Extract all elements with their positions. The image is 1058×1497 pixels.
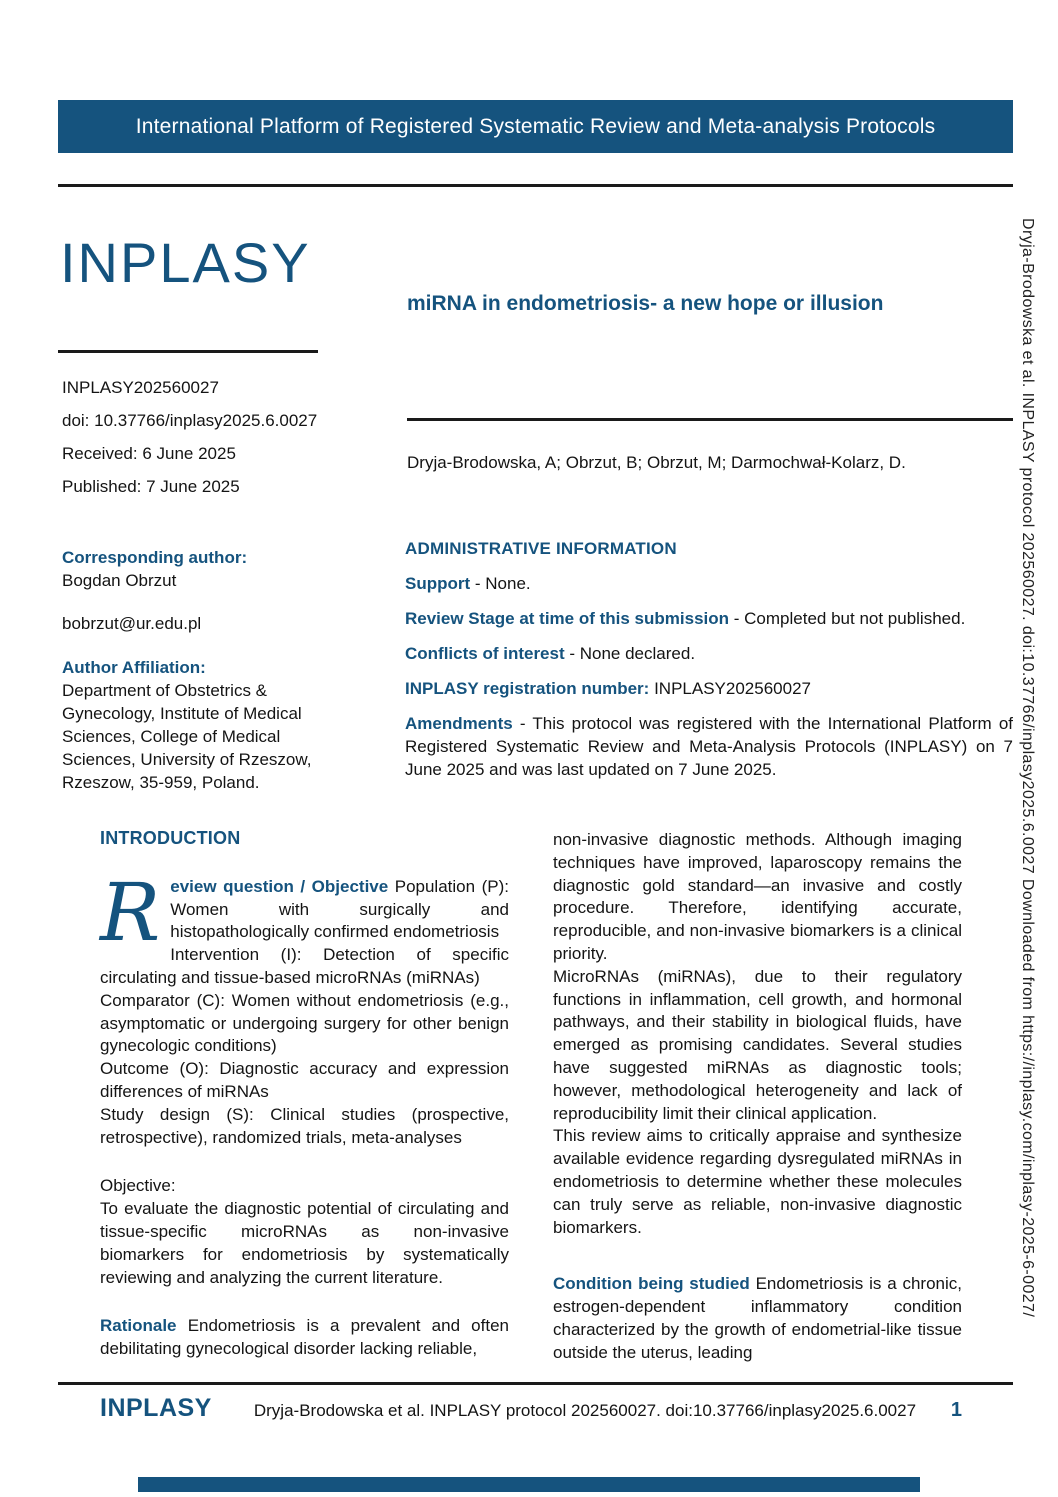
rationale-text: Endometriosis is a prevalent and often debilitating gynecological disorder lacking reliable, — [100, 1316, 509, 1359]
intro-right-paragraph-1: non-invasive diagnostic methods. Although imaging techniques have improved, laparoscopy remains the diagnostic gold standard—an invasive and costly procedure. Therefore, identifying accurate, reproducible, and non-invasive biomarkers is a clinical priority. — [553, 830, 962, 963]
intro-right-column — [553, 827, 962, 1365]
condition-paragraph — [553, 1273, 962, 1364]
pico-outcome: Outcome (O): Diagnostic accuracy and expression differences of miRNAs — [100, 1059, 509, 1101]
admin-item-registration-number-label: INPLASY registration number: — [405, 679, 650, 698]
corresponding-author-block — [62, 546, 358, 794]
registration-id: INPLASY202560027 — [62, 378, 219, 397]
footer-citation: Dryja-Brodowska et al. INPLASY protocol 202560027. doi:10.37766/inplasy2025.6.0027 — [253, 1401, 917, 1420]
admin-item-support-label: Support — [405, 574, 471, 593]
pico-study-design: Study design (S): Clinical studies (prospective, retrospective), randomized trials, meta-analyses — [100, 1104, 509, 1147]
corresponding-author-name: Bogdan Obrzut — [62, 571, 177, 590]
corresponding-author-heading: Corresponding author: — [62, 548, 248, 567]
admin-item-conflicts — [405, 642, 1013, 665]
received-line: Received: 6 June 2025 — [62, 444, 236, 463]
rationale-paragraph — [100, 1315, 509, 1361]
review-question-text: Population (P): Women with surgically and histopathologically confirmed endometriosis — [170, 876, 509, 942]
introduction-columns — [100, 827, 962, 1365]
affiliation-heading: Author Affiliation: — [62, 658, 206, 677]
intro-right-paragraph-2: MicroRNAs (miRNAs), due to their regulatory functions in inflammation, cell growth, and hormonal pathways, and their stability in biological fluids, have emerged as promising candidates. Several studies have suggested miRNAs as diagnostic tools; however, methodological heterogeneity and lack of reproducibility limit their clinical application. — [553, 966, 962, 1123]
pico-intervention: Intervention (I): Detection of specific circulating and tissue-based microRNAs (miRNAs) — [100, 945, 509, 987]
logo-divider — [58, 350, 318, 353]
condition-label: Condition being studied — [553, 1274, 750, 1294]
drop-cap: R — [100, 865, 161, 959]
admin-item-registration-number-text: INPLASY202560027 — [654, 679, 811, 698]
pico-comparator: Comparator (C): Women without endometriosis (e.g., asymptomatic or undergoing surgery for other benign gynecologic conditions) — [100, 990, 509, 1056]
sidebar-vertical-citation: Dryja-Brodowska et al. INPLASY protocol 202560027. doi:10.37766/inplasy2025.6.0027 Downloaded from https://inplasy.com/inplasy-2025-6-0027/ — [1019, 218, 1036, 1318]
footer-page-number: 1 — [950, 1399, 962, 1421]
admin-item-review-stage — [405, 607, 1013, 630]
title-divider — [407, 418, 1013, 421]
intro-right-paragraph-3: This review aims to critically appraise and synthesize available evidence regarding dysregulated miRNAs in endometriosis to determine whether these molecules can truly serve as reliable, non-invasive diagnostic biomarkers. — [553, 1126, 962, 1237]
corresponding-author-email: bobrzut@ur.edu.pl — [62, 614, 202, 633]
admin-item-review-stage-text: - Completed but not published. — [733, 609, 966, 628]
journal-banner-text: International Platform of Registered Systematic Review and Meta-analysis Protocols — [135, 114, 936, 138]
review-question-paragraph — [100, 865, 509, 959]
objective-label: Objective: — [100, 1176, 176, 1196]
admin-item-support — [405, 572, 1013, 595]
authors-line: Dryja-Brodowska, A; Obrzut, B; Obrzut, M; Darmochwał-Kolarz, D. — [407, 453, 906, 472]
objective-text: To evaluate the diagnostic potential of circulating and tissue-specific microRNAs as non-invasive biomarkers for endometriosis by systematically reviewing and analyzing the current literature. — [100, 1199, 509, 1287]
admin-item-amendments-label: Amendments — [405, 714, 513, 733]
intro-left-column — [100, 827, 509, 1365]
inplasy-logo: INPLASY — [60, 231, 311, 294]
admin-item-conflicts-label: Conflicts of interest — [405, 644, 565, 663]
doi-line: doi: 10.37766/inplasy2025.6.0027 — [62, 411, 318, 430]
top-divider — [58, 184, 1013, 187]
admin-item-registration-number — [405, 677, 1013, 700]
admin-item-support-text: - None. — [474, 574, 531, 593]
admin-item-conflicts-text: - None declared. — [569, 644, 696, 663]
footer-inplasy-logo: INPLASY — [100, 1394, 212, 1422]
registration-meta — [62, 378, 317, 510]
review-question-label: eview question / Objective — [170, 876, 389, 896]
condition-text: Endometriosis is a chronic, estrogen-dependent inflammatory condition characterized by the growth of endometrial-like tissue outside the uterus, leading — [553, 1274, 962, 1362]
bottom-accent-bar — [138, 1477, 920, 1492]
administrative-information — [405, 537, 1013, 781]
footer — [100, 1394, 962, 1423]
introduction-heading: INTRODUCTION — [100, 828, 241, 848]
admin-info-heading: ADMINISTRATIVE INFORMATION — [405, 539, 677, 558]
article-title: miRNA in endometriosis- a new hope or illusion — [407, 292, 884, 315]
published-line: Published: 7 June 2025 — [62, 477, 240, 496]
rationale-label: Rationale — [100, 1316, 177, 1336]
admin-item-amendments — [405, 712, 1013, 781]
admin-item-review-stage-label: Review Stage at time of this submission — [405, 609, 730, 628]
footer-divider — [58, 1382, 1013, 1385]
journal-banner — [58, 100, 1013, 153]
admin-item-amendments-text: - This protocol was registered with the International Platform of Registered Systematic Review and Meta-Analysis Protocols (INPLASY) on 7 June 2025 and was last updated on 7 June 2025. — [405, 714, 1013, 779]
affiliation-text: Department of Obstetrics & Gynecology, Institute of Medical Sciences, College of Medical Sciences, University of Rzeszow, Rzeszow, 35-959, Poland. — [62, 681, 312, 792]
